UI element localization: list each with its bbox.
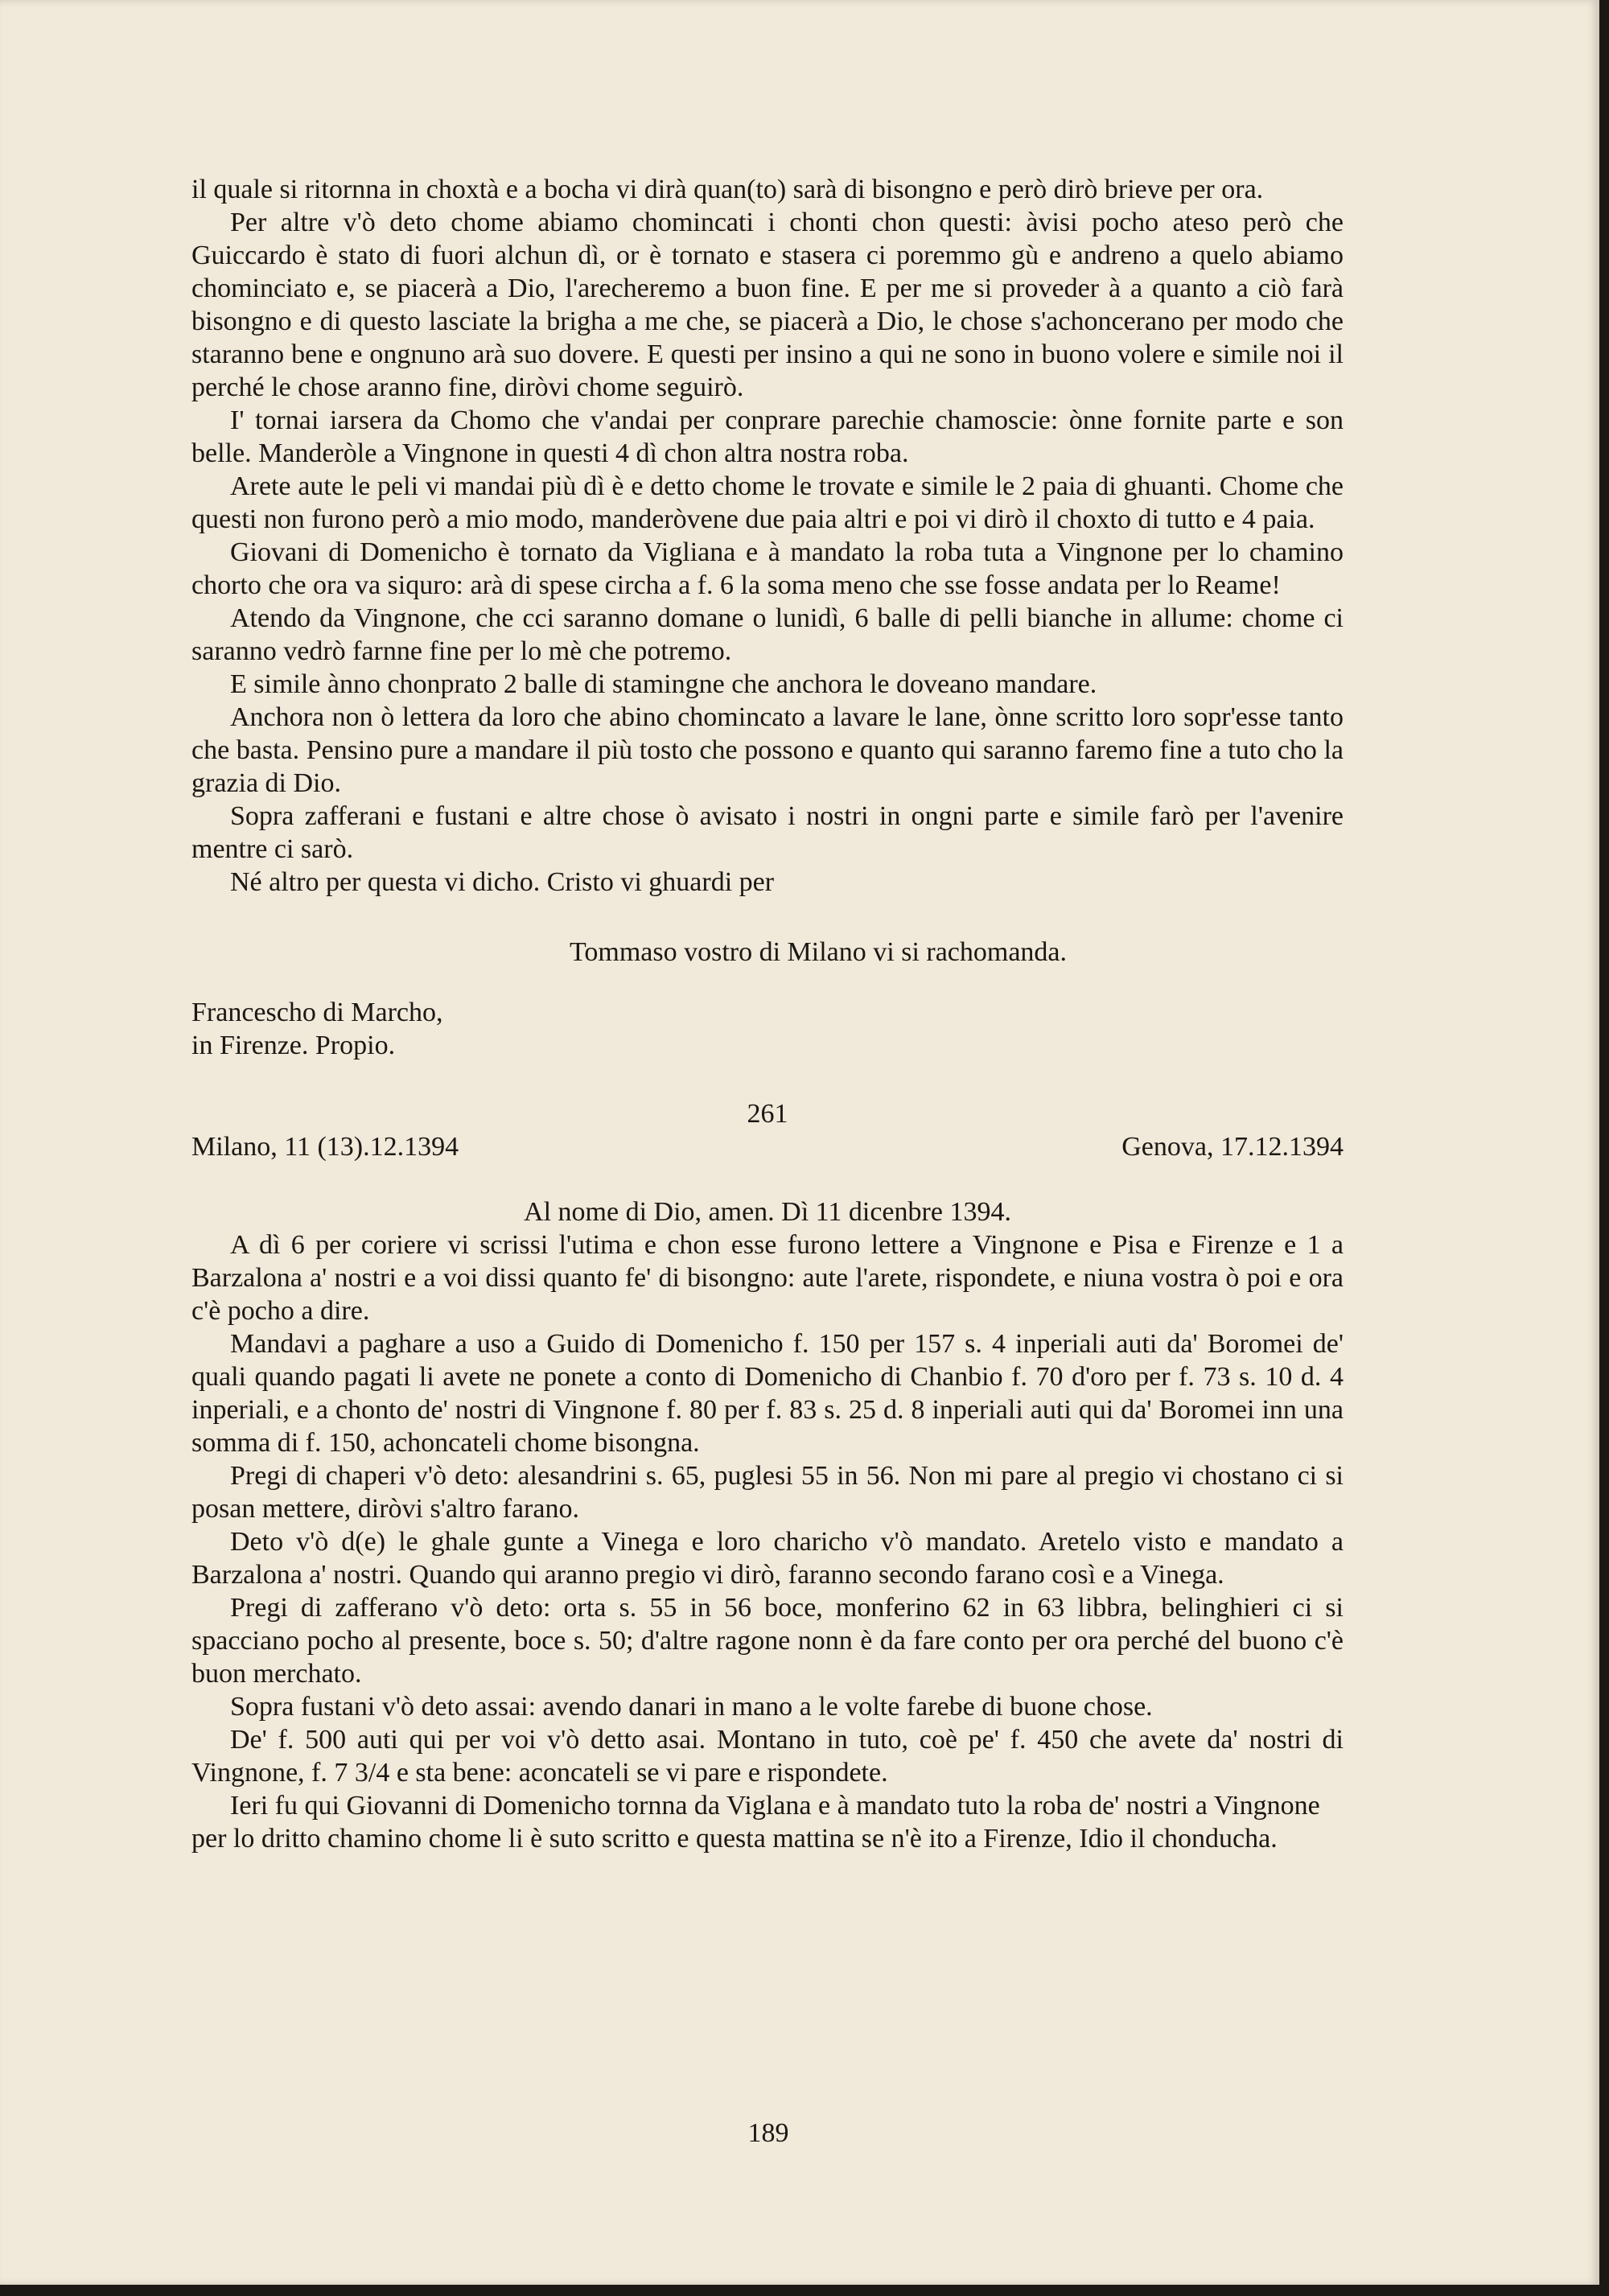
page-number: 189 <box>747 2118 789 2148</box>
letter-opening: Al nome di Dio, amen. Dì 11 dicenbre 1394. <box>524 1197 1011 1227</box>
paragraph: De' f. 500 auti qui per voi v'ò detto asai. Montano in tuto, coè pe' f. 450 che avete da' nostri di Vingnone, f. 7 3/4 e sta bene: aconcateli se vi pare e rispondete. <box>191 1725 1344 1788</box>
paragraph: Atendo da Vingnone, che cci saranno domane o lunidì, 6 balle di pelli bianche in allume: chome ci saranno vedrò farnne fine per lo mè che potremo. <box>191 603 1344 666</box>
date-received: Genova, 17.12.1394 <box>1121 1132 1344 1162</box>
paragraph: Arete aute le peli vi mandai più dì è e detto chome le trovate e simile le 2 paia di ghuanti. Chome che questi non furono però a mio modo, manderòvene due paia altri e poi vi dirò il choxto di tutto e 4 paia. <box>191 471 1344 534</box>
address-line: in Firenze. Propio. <box>191 1031 396 1060</box>
paragraph: Pregi di chaperi v'ò deto: alesandrini s. 65, puglesi 55 in 56. Non mi pare al pregio vi chostano ci si posan mettere, diròvi s'altro farano. <box>191 1461 1344 1524</box>
date-line <box>191 1130 1344 1163</box>
page-body <box>191 173 1344 1855</box>
paragraph: Pregi di zafferano v'ò deto: orta s. 55 in 56 boce, monferino 62 in 63 libbra, belinghieri ci si spacciano pocho al presente, boce s. 50; d'altre ragone nonn è da fare conto per ora perché del buono c'è buon merchato. <box>191 1593 1344 1689</box>
date-sent: Milano, 11 (13).12.1394 <box>191 1132 459 1162</box>
letter-number: 261 <box>747 1099 788 1129</box>
paragraph: Anchora non ò lettera da loro che abino chomincato a lavare le lane, ònne scritto loro sopr'esse tanto che basta. Pensino pure a mandare il più tosto che possono e quanto qui saranno faremo fine a tuto cho la grazia di Dio. <box>191 702 1344 798</box>
paragraph: I' tornai iarsera da Chomo che v'andai per conprare parechie chamoscie: ònne fornite parte e son belle. Manderòle a Vingnone in questi 4 dì chon altra nostra roba. <box>191 405 1344 468</box>
paragraph: Giovani di Domenicho è tornato da Vigliana e à mandato la roba tuta a Vingnone per lo chamino chorto che ora va siquro: arà di spese circha a f. 6 la soma meno che sse fosse andata per lo Reame! <box>191 537 1344 600</box>
paragraph: E simile ànno chonprato 2 balle di stamingne che anchora le doveano mandare. <box>230 669 1097 699</box>
paragraph: Sopra fustani v'ò deto assai: avendo danari in mano a le volte farebe di buone chose. <box>230 1692 1153 1722</box>
page-edge-shadow <box>0 2285 1609 2296</box>
page-edge-shadow <box>1599 0 1609 2296</box>
address-block <box>191 996 1344 1062</box>
paragraph: Mandavi a paghare a uso a Guido di Domenicho f. 150 per 157 s. 4 inperiali auti da' Boromei de' quali quando pagati li avete ne ponete a conto di Domenicho di Chanbio f. 70 d'oro per f. 73 s. 10 d. 4 inperiali, e a chonto de' nostri di Vingnone f. 80 per f. 83 s. 25 d. 8 inperiali auti qui da' Boromei inn una somma di f. 150, achoncateli chome bisongna. <box>191 1329 1344 1458</box>
paragraph: Deto v'ò d(e) le ghale gunte a Vinega e loro charicho v'ò mandato. Aretelo visto e mandato a Barzalona a' nostri. Quando qui aranno pregio vi dirò, faranno secondo farano così e a Vinega. <box>191 1527 1344 1590</box>
paragraph: Per altre v'ò deto chome abiamo chomincati i chonti chon questi: àvisi pocho ateso però che Guiccardo è stato di fuori alchun dì, or è tornato e stasera ci poremmo gù e andreno a quelo abiamo chominciato e, se piacerà a Dio, l'arecheremo a buon fine. E per me si proveder à a quanto a ciò farà bisongno e di questo lasciate la brigha a me che, se piacerà a Dio, le chose s'achoncerano per modo che staranno bene e ongnuno arà suo dovere. E questi per insino a qui ne sono in buono volere e simile noi il perché le chose aranno fine, diròvi chome seguirò. <box>191 208 1344 402</box>
address-line: Francescho di Marcho, <box>191 998 443 1027</box>
paragraph: Sopra zafferani e fustani e altre chose ò avisato i nostri in ongni parte e simile farò per l'avenire mentre ci sarò. <box>191 801 1344 864</box>
paragraph: il quale si ritornna in choxtà e a bocha vi dirà quan(to) sarà di bisongno e però dirò brieve per ora. <box>191 175 1264 204</box>
paragraph: A dì 6 per coriere vi scrissi l'utima e chon esse furono lettere a Vingnone e Pisa e Firenze e 1 a Barzalona a' nostri e a voi dissi quanto fe' di bisongno: aute l'arete, rispondete, e niuna vostra ò poi e ora c'è pocho a dire. <box>191 1230 1344 1326</box>
paragraph: Ieri fu qui Giovanni di Domenicho tornna da Viglana e à mandato tuto la roba de' nostri a Vingnone per lo dritto chamino chome li è suto scritto e questa mattina se n'è ito a Firenze, Idio il chonducha. <box>191 1791 1320 1854</box>
signature: Tommaso vostro di Milano vi si rachomanda. <box>570 937 1068 967</box>
paragraph: Né altro per questa vi dicho. Cristo vi ghuardi per <box>230 867 775 897</box>
